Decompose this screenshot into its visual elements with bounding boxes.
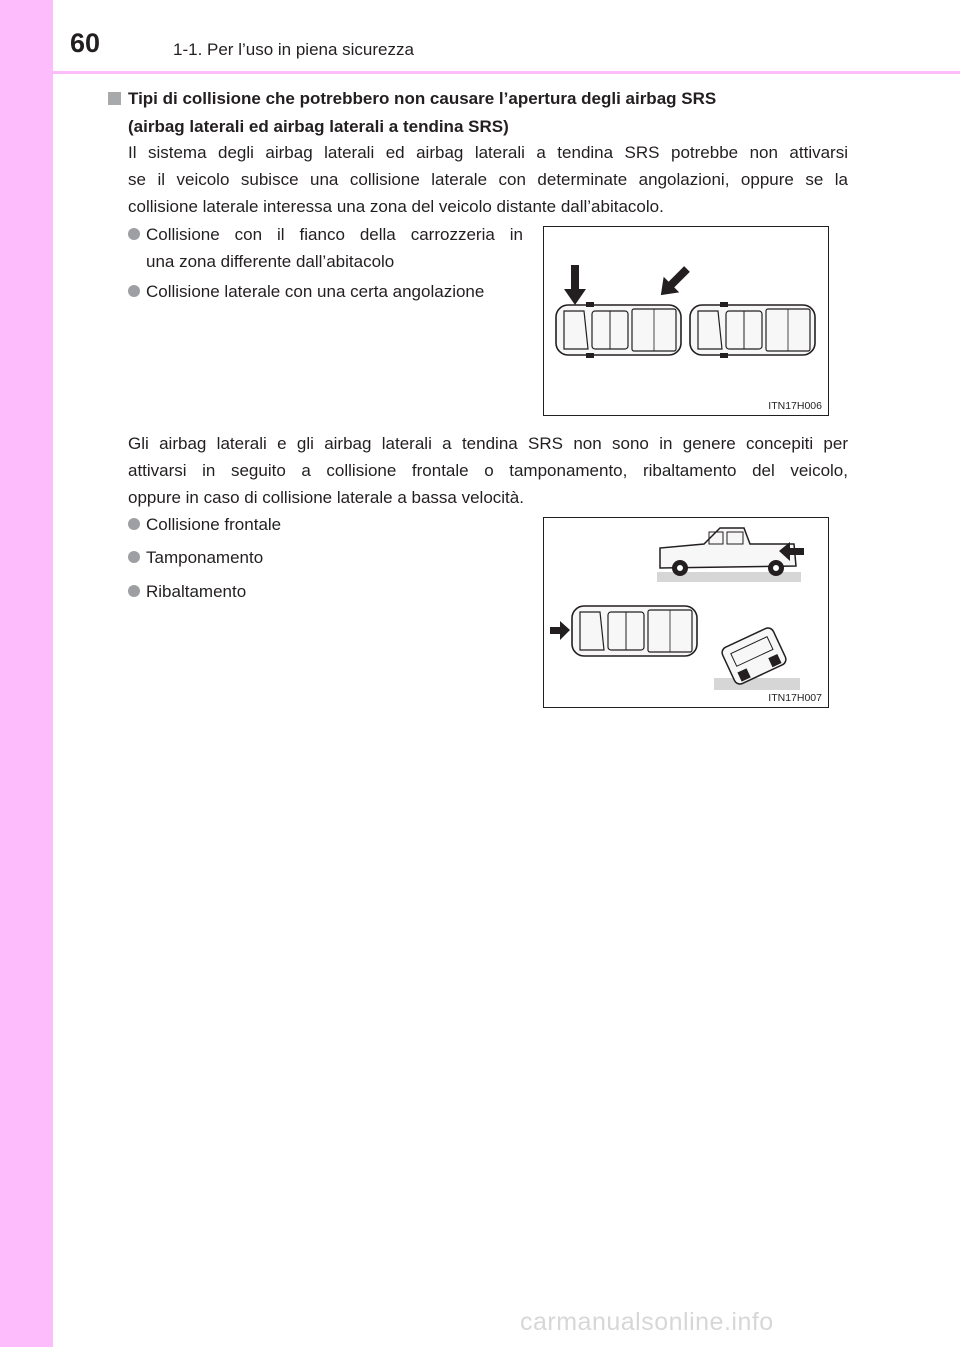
intro-line: collisione laterale interessa una zona del veicolo distante dall’abitacolo.	[128, 197, 664, 216]
bullet-dot	[128, 518, 140, 530]
intro-line: se il veicolo subisce una collisione laterale con determinate angolazioni, oppure se la	[128, 170, 848, 189]
figure-code: ITN17H007	[768, 692, 822, 704]
frontal-rear-rollover-illustration	[544, 518, 828, 707]
car-top-view-icon	[572, 606, 697, 656]
bullet-text: Tamponamento	[146, 548, 264, 567]
front-arrow-icon	[550, 621, 570, 640]
bullet-text: Collisione con il fianco della carrozzeria in	[146, 225, 523, 244]
heading-square-marker	[108, 92, 121, 105]
bullet-text: Collisione frontale	[146, 515, 282, 534]
bullet-text: Collisione laterale con una certa angolazione	[146, 282, 485, 301]
car-top-view-icon	[556, 302, 681, 358]
side-collision-illustration	[544, 227, 828, 415]
figure-code: ITN17H006	[768, 400, 822, 412]
section-heading	[128, 85, 848, 141]
para2-line: attivarsi in seguito a collisione frontale o tamponamento, ribaltamento del veicolo,	[128, 461, 848, 480]
page-number: 60	[70, 28, 101, 58]
section-heading-line1: Tipi di collisione che potrebbero non causare l’apertura degli airbag SRS	[128, 89, 717, 108]
section-title: 1-1. Per l’uso in piena sicurezza	[173, 40, 414, 59]
bullet-dot	[128, 228, 140, 240]
page-sidebar-tab	[0, 0, 53, 1347]
paragraph-2	[128, 430, 848, 511]
header-rule	[53, 71, 960, 74]
figure-frontal-rear-rollover	[543, 517, 829, 708]
bullet-item	[128, 511, 281, 538]
bullet-dot	[128, 585, 140, 597]
diagonal-arrow-icon	[653, 261, 695, 303]
watermark: carmanualsonline.info	[520, 1308, 774, 1336]
bullet-dot	[128, 285, 140, 297]
rollover-car-icon	[714, 626, 800, 690]
bullet-text-cont: una zona differente dall’abitacolo	[146, 252, 395, 271]
car-top-view-icon	[690, 302, 815, 358]
car-side-view-icon	[657, 528, 801, 582]
down-arrow-icon	[564, 265, 586, 305]
bullet-item	[128, 278, 484, 305]
section-heading-line2: (airbag laterali ed airbag laterali a tendina SRS)	[128, 117, 509, 136]
intro-paragraph	[128, 139, 848, 220]
bullet-item	[128, 544, 263, 571]
bullet-dot	[128, 551, 140, 563]
para2-line: Gli airbag laterali e gli airbag laterali a tendina SRS non sono in genere concepiti per	[128, 434, 848, 453]
bullet-item	[128, 221, 523, 275]
intro-line: Il sistema degli airbag laterali ed airbag laterali a tendina SRS potrebbe non attivarsi	[128, 143, 848, 162]
para2-line: oppure in caso di collisione laterale a bassa velocità.	[128, 488, 524, 507]
figure-side-collision	[543, 226, 829, 416]
bullet-text: Ribaltamento	[146, 582, 247, 601]
bullet-item	[128, 578, 246, 605]
